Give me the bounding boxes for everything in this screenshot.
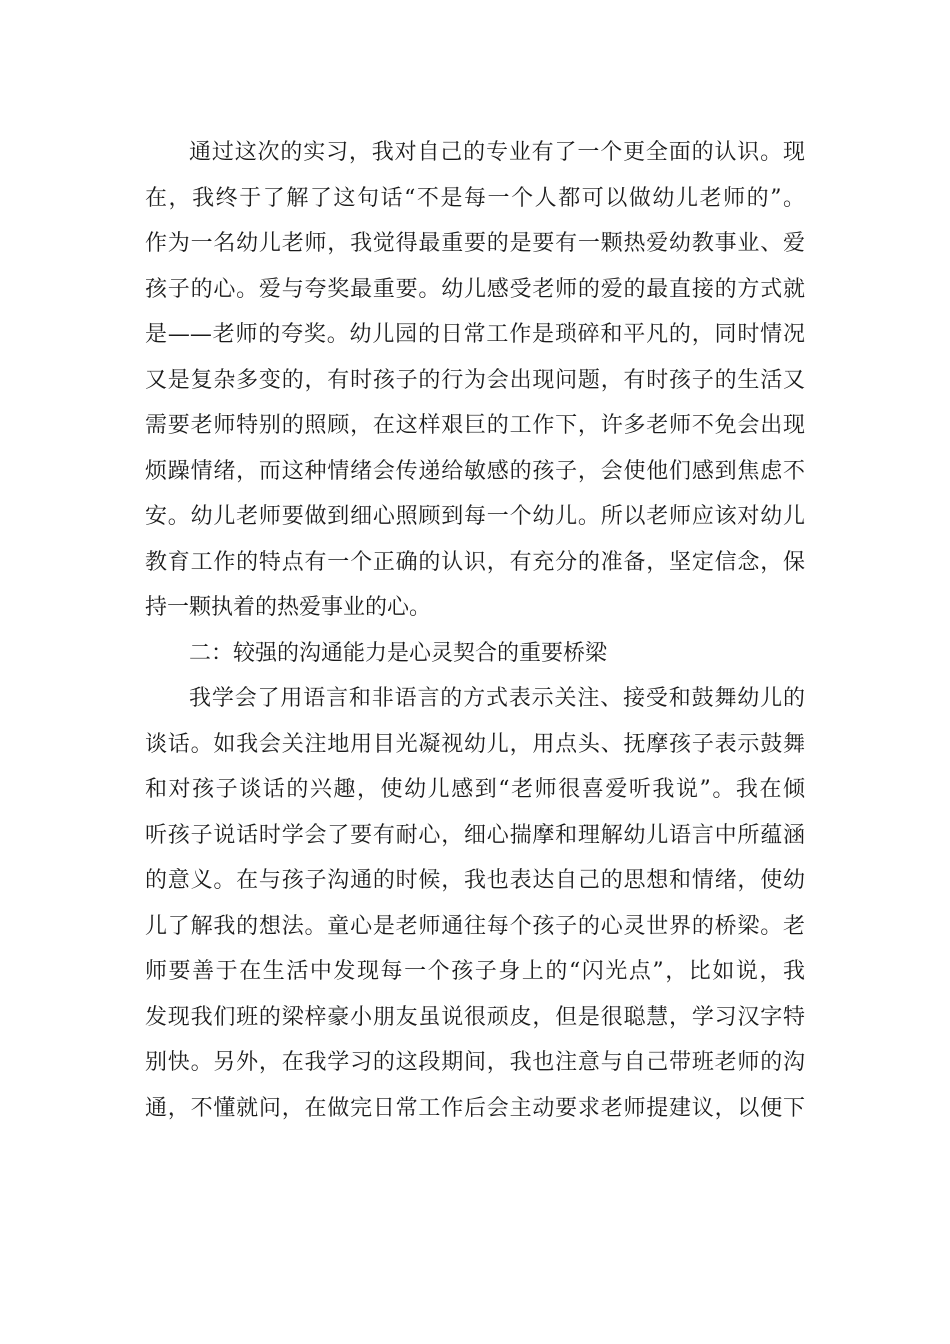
text-line: 在，我终于了解了这句话“不是每一个人都可以做幼儿老师的”。 xyxy=(145,185,805,211)
text-line: 需要老师特别的照顾，在这样艰巨的工作下，许多老师不免会出现 xyxy=(145,413,805,438)
text-line: 又是复杂多变的，有时孩子的行为会出现问题，有时孩子的生活又 xyxy=(145,367,805,393)
text-line: 别快。另外，在我学习的这段期间，我也注意与自己带班老师的沟 xyxy=(145,1050,805,1075)
text-line: 通过这次的实习，我对自己的专业有了一个更全面的认识。现 xyxy=(189,140,805,165)
text-line: 儿了解我的想法。童心是老师通往每个孩子的心灵世界的桥梁。老 xyxy=(145,913,805,939)
section-heading xyxy=(145,631,805,677)
text-line: 作为一名幼儿老师，我觉得最重要的是要有一颗热爱幼教事业、爱 xyxy=(145,231,805,256)
text-line: 烦躁情绪，而这种情绪会传递给敏感的孩子，会使他们感到焦虑不 xyxy=(145,458,805,484)
text-line: 和对孩子谈话的兴趣，使幼儿感到“老师很喜爱听我说”。我在倾 xyxy=(145,777,805,802)
text-line: 的意义。在与孩子沟通的时候，我也表达自己的思想和情绪，使幼 xyxy=(145,868,805,893)
text-line: 听孩子说话时学会了要有耐心，细心揣摩和理解幼儿语言中所蕴涵 xyxy=(145,822,805,848)
heading-text: 二：较强的沟通能力是心灵契合的重要桥梁 xyxy=(189,640,608,666)
text-line: 发现我们班的梁梓豪小朋友虽说很顽皮，但是很聪慧，学习汉字特 xyxy=(145,1004,805,1030)
text-line: 安。幼儿老师要做到细心照顾到每一个幼儿。所以老师应该对幼儿 xyxy=(145,504,805,529)
text-line: 师要善于在生活中发现每一个孩子身上的“闪光点”，比如说，我 xyxy=(145,959,805,984)
paragraph-1 xyxy=(145,130,805,631)
text-line: 谈话。如我会关注地用目光凝视幼儿，用点头、抚摩孩子表示鼓舞 xyxy=(145,731,805,757)
text-line: 教育工作的特点有一个正确的认识，有充分的准备，坚定信念，保 xyxy=(145,549,805,575)
text-line: 是——老师的夸奖。幼儿园的日常工作是琐碎和平凡的，同时情况 xyxy=(145,322,805,347)
text-line: 孩子的心。爱与夸奖最重要。幼儿感受老师的爱的最直接的方式就 xyxy=(145,276,805,302)
document-page xyxy=(145,130,805,1131)
text-line: 我学会了用语言和非语言的方式表示关注、接受和鼓舞幼儿的 xyxy=(189,686,805,711)
paragraph-3 xyxy=(145,676,805,1131)
text-line: 通，不懂就问，在做完日常工作后会主动要求老师提建议，以便下 xyxy=(145,1095,805,1121)
text-line: 持一颗执着的热爱事业的心。 xyxy=(145,595,432,620)
